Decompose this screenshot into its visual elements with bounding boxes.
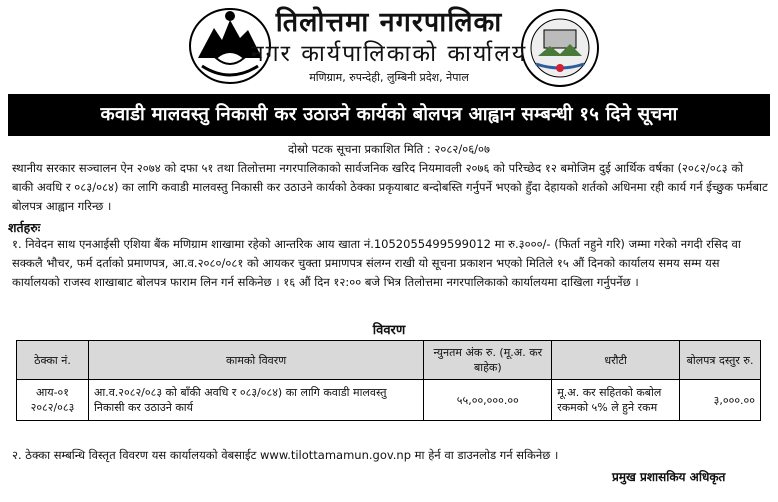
cell-description: आ.व.२०८२/०८३ को बाँकी अवधि र ०८३/०८४) का लागि कवाडी मालवस्तु निकासी कर उठाउने कार्य [88, 380, 423, 421]
tender-table [16, 340, 761, 421]
office-name: नगर कार्यपालिकाको कार्यालय [250, 41, 528, 67]
condition-2: २. ठेक्का सम्बन्धि विस्तृत विवरण यस कार्यालयको वेबसाईट www.tilottamamun.gov.np मा हेर्न वा डाउनलोड गर्न सकिनेछ । [12, 448, 559, 462]
header-min-bid: न्युनतम अंक रु. (मू.अ. कर बाहेक) [424, 341, 552, 380]
cell-min-bid: ५५,००,०००.०० [424, 380, 552, 421]
header-fee: बोलपत्र दस्तुर रु. [680, 341, 761, 380]
cell-deposit: मू.अ. कर सहितको कबोल रकमको ५% ले हुने रकम [552, 380, 680, 421]
table-header-row [17, 341, 761, 380]
municipality-name: तिलोत्तमा नगरपालिका [275, 7, 503, 38]
intro-paragraph: स्थानीय सरकार सञ्चालन ऐन २०७४ को दफा ५१ तथा तिलोत्तमा नगरपालिकाको सार्वजनिक खरिद नियमावली २०७६ को परिच्छेद १२ बमोजिम दुई आर्थिक वर्षका (२०८२/०८३ को बाकी अवधि र ०८३/०८४) का लागि कवाडी मालवस्तु निकासी कर उठाउने कार्यको ठेक्का प्रकृयाबाट बन्दोबस्ति गर्नुपर्ने भएको हुँदा देहायको शर्तको अधिनमा रही कार्य गर्न ईच्छुक फर्मबाट बोलपत्र आह्वान गरिन्छ । [12, 161, 768, 213]
cell-fee: ३,०००.०० [680, 380, 761, 421]
table-title: विवरण [372, 323, 406, 338]
signatory-title: प्रमुख प्रशासकिय अधिकृत [612, 470, 726, 484]
cell-contract-no: आय-०१ २०८२/०८३ [17, 380, 89, 421]
condition-1: १. निवेदन साथ एनआईसी एशिया बैंक मणिग्राम शाखामा रहेको आन्तरिक आय खाता नं.1052055499599012 मा रु.३०००/- (फिर्ता नहुने गरि) जम्मा गरेको नगदी रसिद वा सक्कलै भौचर, फर्म दर्ताको प्रमाणपत्र, आ.व.२०८०/०८१ को आयकर चुक्ता प्रमाणपत्र संलग्न राखी यो सूचना प्रकाशन भएको मितिले १५ औं दिनको कार्यालय समय सम्म यस कार्यालयको राजस्व शाखाबाट बोलपत्र फाराम लिन गर्न सकिनेछ । १६ औं दिन १२:०० बजे भित्र तिलोत्तमा नगरपालिकाको कार्यालयमा दाखिला गर्नुपर्नेछ । [12, 237, 741, 289]
table-row [17, 380, 761, 421]
header-deposit: धरौटी [552, 341, 680, 380]
office-address: मणिग्राम, रुपन्देही, लुम्बिनी प्रदेश, नेपाल [309, 71, 469, 84]
header-contract-no: ठेक्का नं. [17, 341, 89, 380]
publication-date: दोस्रो पटक सूचना प्रकाशित मिति : २०८२/०६/०७ [287, 142, 491, 156]
conditions-heading: शर्तहरुः [8, 220, 41, 235]
notice-banner-title: कवाडी मालवस्तु निकासी कर उठाउने कार्यको बोलपत्र आह्वान सम्बन्धी १५ दिने सूचना [8, 94, 770, 136]
header-description: कामको विवरण [88, 341, 423, 380]
